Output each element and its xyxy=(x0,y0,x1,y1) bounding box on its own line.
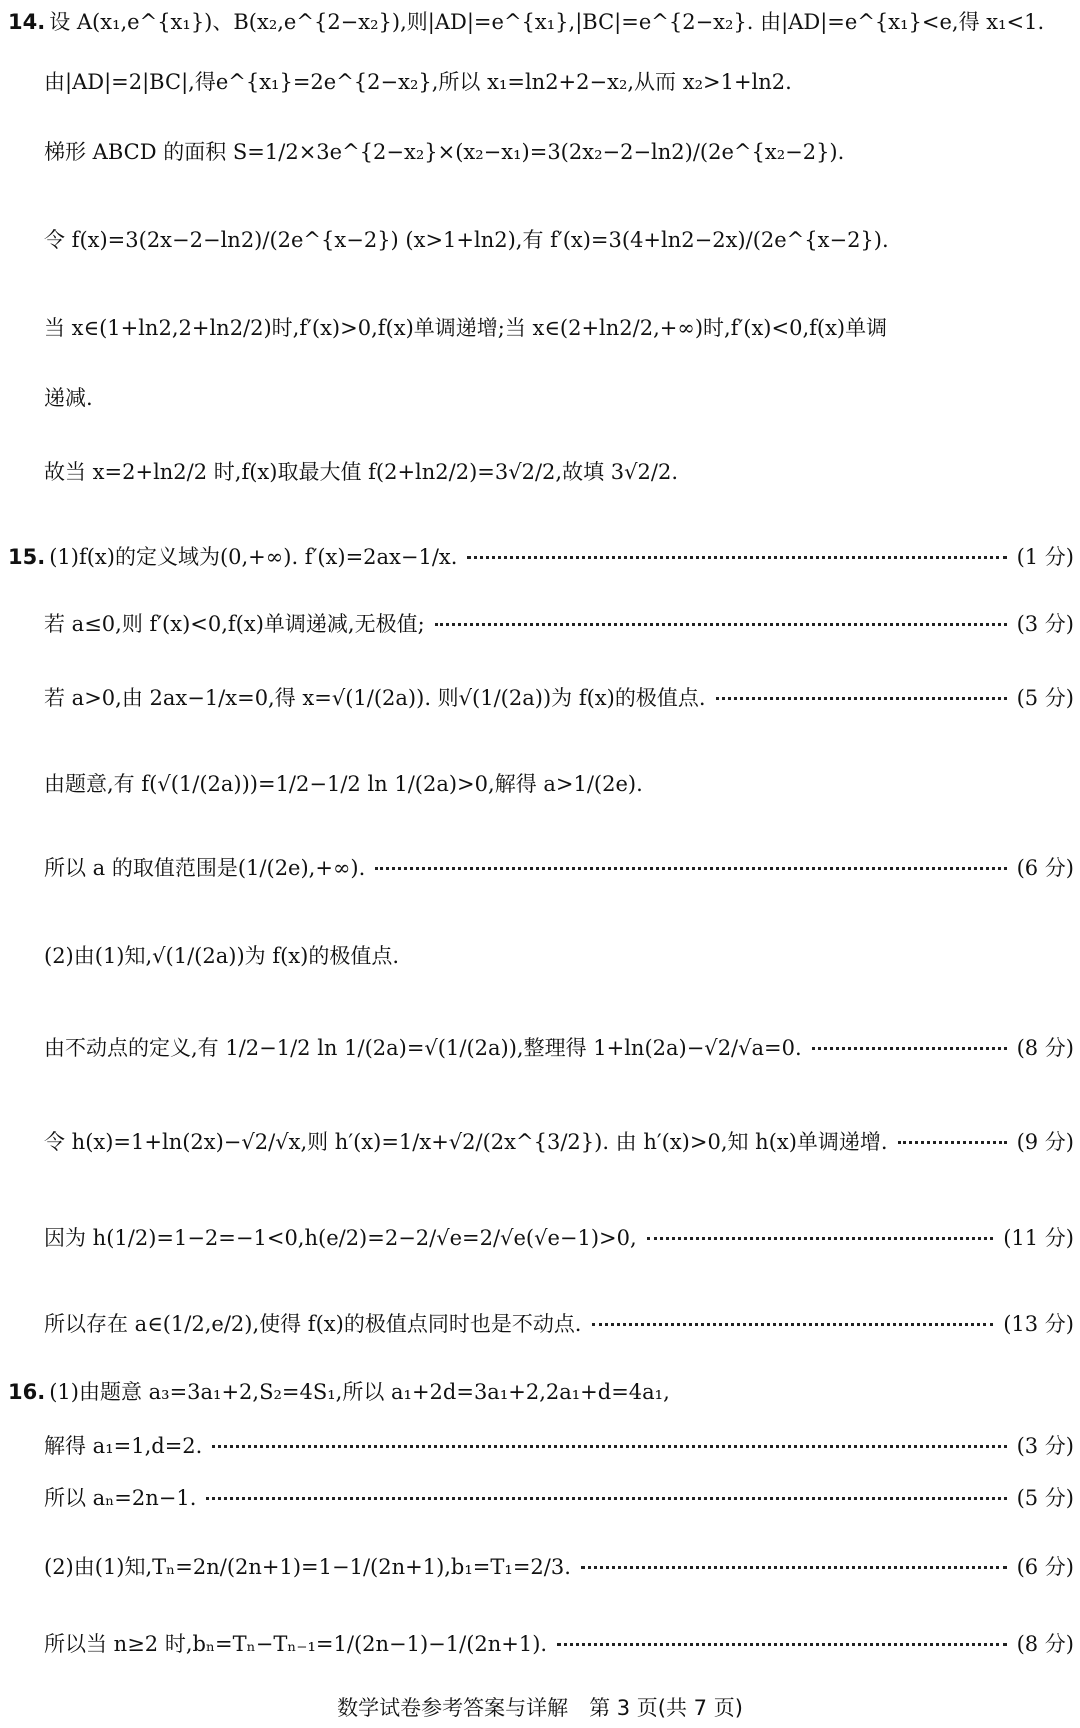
line-16-4 xyxy=(44,1555,1074,1580)
question-number: 15. xyxy=(8,545,46,569)
line-14-7 xyxy=(44,460,1074,485)
dot-leader xyxy=(557,1643,1006,1646)
line-text: 梯形 ABCD 的面积 S=1/2×3e^{2−x₂}×(x₂−x₁)=3(2x₂−2−ln2)/(2e^{x₂−2}). xyxy=(44,140,845,164)
line-15-2 xyxy=(44,612,1074,637)
score: (8 分) xyxy=(1016,1632,1074,1656)
line-15-8 xyxy=(44,1130,1074,1155)
score: (3 分) xyxy=(1016,612,1074,636)
line-text: 当 x∈(1+ln2,2+ln2/2)时,f′(x)>0,f(x)单调递增;当 x∈(2+ln2/2,+∞)时,f′(x)<0,f(x)单调 xyxy=(44,316,888,340)
line-text: 所以 aₙ=2n−1. xyxy=(44,1486,197,1510)
dot-leader xyxy=(812,1047,1007,1050)
line-text: 由题意,有 f(√(1/(2a)))=1/2−1/2 ln 1/(2a)>0,解得 a>1/(2e). xyxy=(44,772,643,796)
line-16-2 xyxy=(44,1434,1074,1459)
line-16-3 xyxy=(44,1486,1074,1511)
line-15-5 xyxy=(44,856,1074,881)
line-text: 由|AD|=2|BC|,得e^{x₁}=2e^{2−x₂},所以 x₁=ln2+2−x₂,从而 x₂>1+ln2. xyxy=(44,70,792,94)
line-text: 所以 a 的取值范围是(1/(2e),+∞). xyxy=(44,856,366,880)
page-footer: 数学试卷参考答案与详解 第 3 页(共 7 页) xyxy=(337,1696,743,1720)
line-text: 所以当 n≥2 时,bₙ=Tₙ−Tₙ₋₁=1/(2n−1)−1/(2n+1). xyxy=(44,1632,548,1656)
line-14-1 xyxy=(8,10,1074,35)
line-text: 解得 a₁=1,d=2. xyxy=(44,1434,203,1458)
score: (9 分) xyxy=(1016,1130,1074,1154)
line-text: 令 f(x)=3(2x−2−ln2)/(2e^{x−2}) (x>1+ln2),有 f′(x)=3(4+ln2−2x)/(2e^{x−2}). xyxy=(44,228,889,252)
line-text: (1)由题意 a₃=3a₁+2,S₂=4S₁,所以 a₁+2d=3a₁+2,2a₁+d=4a₁, xyxy=(49,1380,670,1404)
line-14-6 xyxy=(44,386,1074,411)
dot-leader xyxy=(212,1445,1006,1448)
question-number: 16. xyxy=(8,1380,46,1404)
line-15-9 xyxy=(44,1226,1074,1251)
line-text: (2)由(1)知,√(1/(2a))为 f(x)的极值点. xyxy=(44,944,399,968)
dot-leader xyxy=(435,623,1007,626)
dot-leader xyxy=(581,1566,1007,1569)
score: (3 分) xyxy=(1016,1434,1074,1458)
score: (5 分) xyxy=(1016,686,1074,710)
line-14-4 xyxy=(44,228,1074,253)
dot-leader xyxy=(647,1237,994,1240)
line-15-10 xyxy=(44,1312,1074,1337)
line-text: 故当 x=2+ln2/2 时,f(x)取最大值 f(2+ln2/2)=3√2/2,故填 3√2/2. xyxy=(44,460,678,484)
line-16-5 xyxy=(44,1632,1074,1657)
dot-leader xyxy=(206,1497,1006,1500)
line-15-1 xyxy=(8,545,1074,570)
score: (8 分) xyxy=(1016,1036,1074,1060)
line-text: 因为 h(1/2)=1−2=−1<0,h(e/2)=2−2/√e=2/√e(√e−1)>0, xyxy=(44,1226,637,1250)
line-text: 令 h(x)=1+ln(2x)−√2/√x,则 h′(x)=1/x+√2/(2x^{3/2}). 由 h′(x)>0,知 h(x)单调递增. xyxy=(44,1130,888,1154)
line-text: (1)f(x)的定义域为(0,+∞). f′(x)=2ax−1/x. xyxy=(49,545,458,569)
line-14-5 xyxy=(44,316,1074,341)
line-15-7 xyxy=(44,1036,1074,1061)
line-text: 若 a>0,由 2ax−1/x=0,得 x=√(1/(2a)). 则√(1/(2a))为 f(x)的极值点. xyxy=(44,686,706,710)
line-15-6 xyxy=(44,944,1074,969)
line-text: 所以存在 a∈(1/2,e/2),使得 f(x)的极值点同时也是不动点. xyxy=(44,1312,582,1336)
line-15-3 xyxy=(44,686,1074,711)
dot-leader xyxy=(898,1141,1007,1144)
dot-leader xyxy=(716,697,1007,700)
line-14-3 xyxy=(44,140,1074,165)
line-16-1 xyxy=(8,1380,1074,1405)
line-text: 设 A(x₁,e^{x₁})、B(x₂,e^{2−x₂}),则|AD|=e^{x₁},|BC|=e^{2−x₂}. 由|AD|=e^{x₁}<e,得 x₁<1. xyxy=(49,10,1045,34)
dot-leader xyxy=(592,1323,994,1326)
score: (5 分) xyxy=(1016,1486,1074,1510)
line-text: 递减. xyxy=(44,386,93,410)
score: (13 分) xyxy=(1003,1312,1074,1336)
line-15-4 xyxy=(44,772,1074,797)
line-14-2 xyxy=(44,70,1074,95)
dot-leader xyxy=(375,867,1006,870)
score: (1 分) xyxy=(1016,545,1074,569)
score: (11 分) xyxy=(1003,1226,1074,1250)
score: (6 分) xyxy=(1016,1555,1074,1579)
line-text: (2)由(1)知,Tₙ=2n/(2n+1)=1−1/(2n+1),b₁=T₁=2/3. xyxy=(44,1555,571,1579)
line-text: 由不动点的定义,有 1/2−1/2 ln 1/(2a)=√(1/(2a)),整理得 1+ln(2a)−√2/√a=0. xyxy=(44,1036,802,1060)
dot-leader xyxy=(467,556,1006,559)
question-number: 14. xyxy=(8,10,46,34)
score: (6 分) xyxy=(1016,856,1074,880)
line-text: 若 a≤0,则 f′(x)<0,f(x)单调递减,无极值; xyxy=(44,612,425,636)
